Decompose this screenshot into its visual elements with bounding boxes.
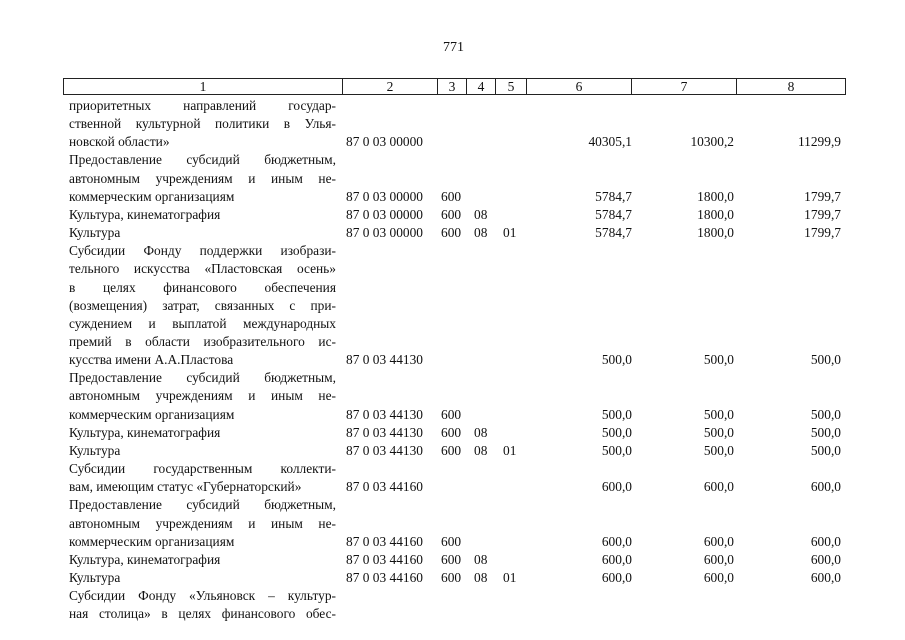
row-name: вам, имеющим статус «Губернаторский»	[69, 479, 302, 495]
table-row	[0, 279, 905, 296]
row-name: приоритетных направлений государ-	[69, 98, 336, 113]
row-value-col6: 40305,1	[588, 134, 632, 150]
row-value-col6: 600,0	[601, 533, 632, 549]
row-value-col7: 500,0	[703, 352, 734, 368]
row-name: Субсидии государственным коллекти-	[69, 461, 336, 476]
row-section: 08	[474, 206, 488, 222]
row-expense-type: 600	[441, 424, 462, 440]
table-row	[0, 133, 905, 150]
table-row	[0, 297, 905, 314]
row-value-col8: 500,0	[810, 424, 841, 440]
row-value-col6: 5784,7	[595, 206, 632, 222]
row-target-code: 87 0 03 44130	[346, 352, 423, 368]
row-value-col8: 600,0	[810, 533, 841, 549]
table-row	[0, 442, 905, 459]
row-target-code: 87 0 03 00000	[346, 206, 423, 222]
row-name: автономным учреждениям и иным не-	[69, 170, 336, 186]
table-row	[0, 260, 905, 277]
table-row	[0, 551, 905, 568]
row-name: (возмещения) затрат, связанных с при-	[69, 297, 336, 313]
row-section: 08	[474, 225, 488, 240]
row-subsection: 01	[503, 569, 517, 585]
table-row	[0, 170, 905, 187]
row-value-col8: 500,0	[810, 352, 841, 368]
table-row	[0, 315, 905, 332]
row-expense-type: 600	[441, 206, 462, 222]
row-value-col7: 600,0	[703, 569, 734, 585]
row-subsection: 01	[503, 225, 517, 240]
table-row	[0, 460, 905, 477]
row-value-col8: 500,0	[810, 406, 841, 422]
page-number: 771	[443, 40, 464, 55]
row-expense-type: 600	[441, 569, 462, 585]
row-name: коммерческим организациям	[69, 533, 235, 549]
row-name: Культура, кинематография	[69, 206, 221, 222]
row-target-code: 87 0 03 44160	[346, 569, 423, 585]
table-row	[0, 369, 905, 386]
header-col-8: 8	[787, 79, 795, 94]
row-value-col8: 600,0	[810, 479, 841, 495]
row-value-col7: 1800,0	[697, 188, 734, 204]
header-col-2: 2	[343, 79, 438, 94]
row-value-col8: 500,0	[810, 442, 841, 458]
header-col-6: 6	[527, 79, 632, 94]
row-expense-type: 600	[441, 188, 462, 204]
row-target-code: 87 0 03 44160	[346, 533, 423, 549]
row-name: Предоставление субсидий бюджетным,	[69, 370, 336, 386]
header-col-3: 3	[438, 79, 467, 94]
row-name: автономным учреждениям и иным не-	[69, 515, 336, 531]
table-row	[0, 533, 905, 550]
row-value-col6: 600,0	[601, 569, 632, 585]
row-value-col8: 1799,7	[804, 225, 841, 240]
row-value-col8: 11299,9	[797, 134, 841, 150]
row-subsection: 01	[503, 442, 517, 458]
row-value-col6: 500,0	[601, 406, 632, 422]
table-row	[0, 115, 905, 132]
row-value-col7: 600,0	[703, 479, 734, 495]
row-target-code: 87 0 03 44160	[346, 551, 423, 567]
row-name: коммерческим организациям	[69, 406, 235, 422]
row-name: Культура, кинематография	[69, 551, 221, 567]
row-value-col8: 600,0	[810, 551, 841, 567]
row-value-col7: 500,0	[703, 424, 734, 440]
table-row	[0, 424, 905, 441]
row-target-code: 87 0 03 00000	[346, 225, 423, 240]
row-value-col6: 600,0	[601, 551, 632, 567]
row-name: Субсидии Фонду поддержки изобрази-	[69, 243, 336, 259]
row-expense-type: 600	[441, 406, 462, 422]
table-row	[0, 569, 905, 586]
row-name: Культура	[69, 442, 121, 458]
row-name: Субсидии Фонду «Ульяновск – культур-	[69, 588, 336, 603]
row-target-code: 87 0 03 44160	[346, 479, 423, 495]
row-value-col7: 600,0	[703, 533, 734, 549]
row-value-col7: 500,0	[703, 442, 734, 458]
row-section: 08	[474, 424, 488, 440]
row-value-col7: 10300,2	[690, 134, 734, 150]
row-expense-type: 600	[441, 442, 462, 458]
row-name: ная столица» в целях финансового обес-	[69, 606, 336, 622]
row-section: 08	[474, 442, 488, 458]
row-name: Культура	[69, 569, 121, 585]
table-row	[0, 605, 905, 622]
header-col-4: 4	[467, 79, 496, 94]
row-expense-type: 600	[441, 225, 462, 240]
row-name: премий в области изобразительного ис-	[69, 333, 336, 349]
table-row	[0, 206, 905, 223]
table-row	[0, 151, 905, 168]
table-row	[0, 333, 905, 350]
row-value-col6: 500,0	[601, 352, 632, 368]
row-target-code: 87 0 03 44130	[346, 424, 423, 440]
row-value-col8: 1799,7	[804, 206, 841, 222]
row-value-col6: 500,0	[601, 424, 632, 440]
table-row	[0, 515, 905, 532]
row-value-col7: 1800,0	[697, 225, 734, 240]
table-row	[0, 97, 905, 114]
table-row	[0, 224, 905, 241]
row-name: тельного искусства «Пластовская осень»	[69, 261, 336, 277]
row-target-code: 87 0 03 44130	[346, 406, 423, 422]
row-value-col7: 1800,0	[697, 206, 734, 222]
row-name: Культура	[69, 225, 121, 240]
row-name: кусства имени А.А.Пластова	[69, 352, 234, 368]
row-value-col6: 5784,7	[595, 188, 632, 204]
table-header	[63, 78, 846, 95]
table-row	[0, 387, 905, 404]
table-row	[0, 587, 905, 604]
table-row	[0, 478, 905, 495]
row-name: новской области»	[69, 134, 170, 150]
row-target-code: 87 0 03 44130	[346, 442, 423, 458]
row-value-col8: 1799,7	[804, 188, 841, 204]
header-col-5: 5	[496, 79, 527, 94]
header-col-1: 1	[64, 79, 343, 94]
row-value-col6: 500,0	[601, 442, 632, 458]
row-section: 08	[474, 569, 488, 585]
row-value-col6: 5784,7	[595, 225, 632, 240]
row-name: Предоставление субсидий бюджетным,	[69, 152, 336, 168]
row-name: ственной культурной политики в Улья-	[69, 116, 336, 132]
row-value-col8: 600,0	[810, 569, 841, 585]
row-name: коммерческим организациям	[69, 188, 235, 204]
table-row	[0, 188, 905, 205]
row-name: суждением и выплатой международных	[69, 315, 336, 331]
table-row	[0, 496, 905, 513]
row-name: Предоставление субсидий бюджетным,	[69, 497, 336, 513]
row-expense-type: 600	[441, 533, 462, 549]
row-target-code: 87 0 03 00000	[346, 134, 423, 150]
row-value-col7: 600,0	[703, 551, 734, 567]
row-name: автономным учреждениям и иным не-	[69, 388, 336, 404]
row-value-col6: 600,0	[601, 479, 632, 495]
row-section: 08	[474, 551, 488, 567]
header-col-7: 7	[632, 79, 737, 94]
row-value-col7: 500,0	[703, 406, 734, 422]
row-target-code: 87 0 03 00000	[346, 188, 423, 204]
row-expense-type: 600	[441, 551, 462, 567]
table-row	[0, 406, 905, 423]
table-row	[0, 242, 905, 259]
row-name: в целях финансового обеспечения	[69, 279, 336, 295]
table-row	[0, 351, 905, 368]
row-name: Культура, кинематография	[69, 424, 221, 440]
